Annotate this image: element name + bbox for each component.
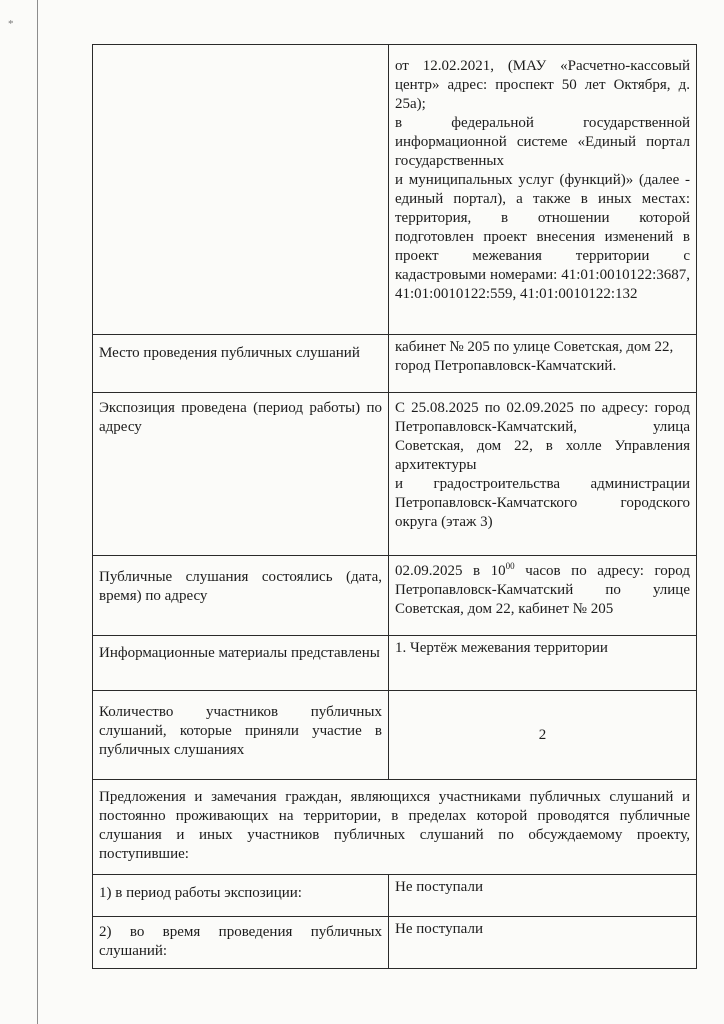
info-materials-label: Информационные материалы представлены [93,636,389,691]
table-row-participants [93,691,697,780]
participants-count: 2 [389,691,697,780]
notification-places-value [389,45,697,335]
exposition-value [389,393,697,556]
exposition-line-1: С 25.08.2025 по 02.09.2025 по адресу: город Петропавловск-Камчатский, улица Советская, дом 22, в холле Управления архитектуры [395,400,690,473]
hearing-protocol-table [92,44,697,969]
hearing-date-label: Публичные слушания состоялись (дата, время) по адресу [93,556,389,636]
table-row-info-materials [93,636,697,691]
table-row-exposition [93,393,697,556]
table-row-notification-places [93,45,697,335]
table-row-hearing-date [93,556,697,636]
exposition-line-2: и градостроительства администрации Петропавловск-Камчатского городского округа (этаж 3) [395,476,690,530]
notification-line-1: от 12.02.2021, (МАУ «Расчетно-кассовый центр» адрес: проспект 50 лет Октября, д. 25а); [395,58,690,112]
notification-line-2: в федеральной государственной информационной системе «Единый портал государственных [395,115,690,169]
info-materials-value: 1. Чертёж межевания территории [389,636,697,691]
page-margin-line [37,0,38,1024]
participants-label: Количество участников публичных слушаний, которые приняли участие в публичных слушаниях [93,691,389,780]
proposals-exposition-value: Не поступали [389,875,697,917]
proposals-exposition-label: 1) в период работы экспозиции: [93,875,389,917]
table-row-proposals-hearing [93,917,697,969]
proposals-header-text: Предложения и замечания граждан, являющихся участниками публичных слушаний и постоянно проживающих на территории, в пределах которой проводятся публичные слушания и иных участников публичных слушаний по обсуждаемому проекту, поступившие: [93,780,697,875]
row-label-empty [93,45,389,335]
hearing-place-label: Место проведения публичных слушаний [93,335,389,393]
notification-line-3: и муниципальных услуг (функций)» (далее - единый портал), а также в иных местах: территория, в отношении которой подготовлен проект внесения изменений в проект межевания территории с кадастровыми номерами: 41:01:0010122:3687, 41:01:0010122:559, 41:01:0010122:132 [395,172,690,302]
hearing-time-minutes: 00 [505,561,515,571]
proposals-hearing-value: Не поступали [389,917,697,969]
hearing-date-value [389,556,697,636]
hearing-date-time: 02.09.2025 в 10 [395,563,506,579]
table-row-hearing-place [93,335,697,393]
exposition-label: Экспозиция проведена (период работы) по адресу [93,393,389,556]
proposals-hearing-label: 2) во время проведения публичных слушаний: [93,917,389,969]
table-row-proposals-exposition [93,875,697,917]
hearing-place-value: кабинет № 205 по улице Советская, дом 22, город Петропавловск-Камчатский. [389,335,697,393]
corner-mark: * [8,18,14,30]
table-row-proposals-header [93,780,697,875]
hearing-date-address: часов по адресу: город Петропавловск-Камчатский по улице Советская, дом 22, кабинет № 205 [395,563,690,617]
